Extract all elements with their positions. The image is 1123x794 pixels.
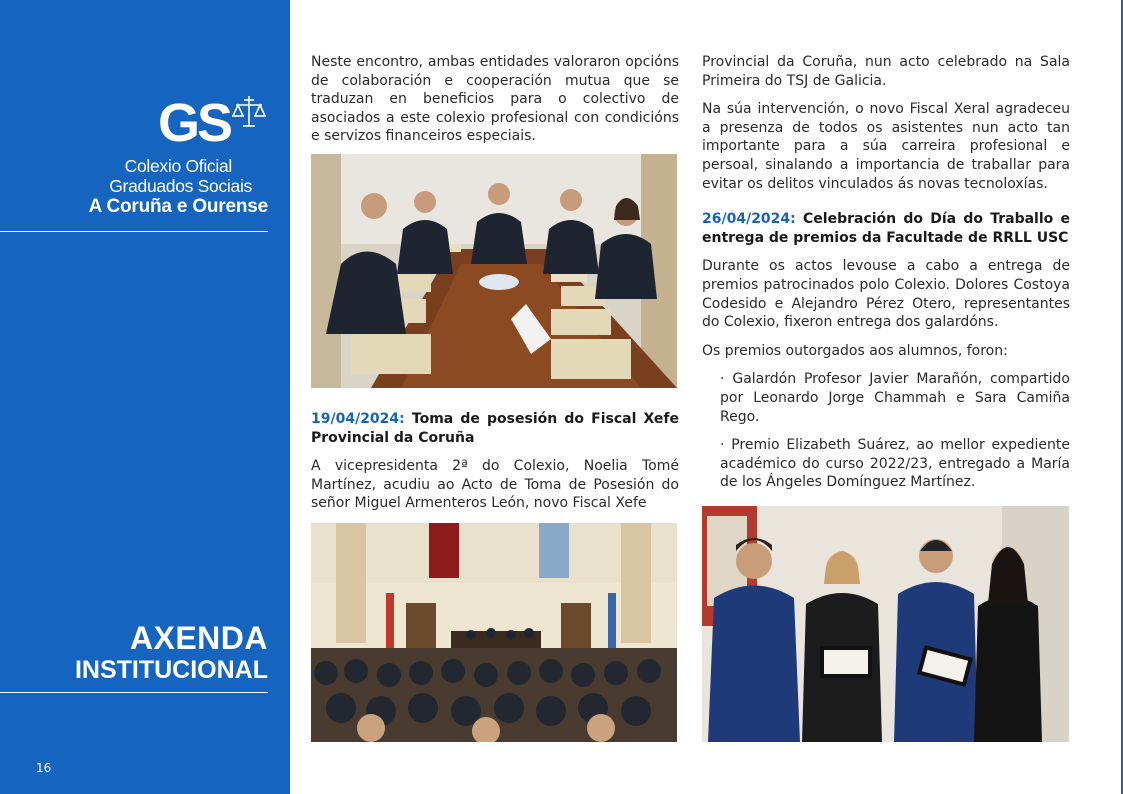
event-paragraph: A vicepresidenta 2ª do Colexio, Noelia Tomé Martínez, acudiu ao Acto de Toma de Posesión do señor Miguel Armenteros León, novo Fiscal Xefe [311, 458, 679, 512]
logo-line-1: Colexio Oficial [124, 156, 232, 176]
paragraph-premios: Durante os actos levouse a cabo a entrega de premios patrocinados polo Colexio. Dolores Costoya Codesido e Alejandro Pérez Otero, representantes do Colexio, fixeron entrega dos galardóns. [702, 258, 1070, 331]
event-date: 19/04/2024: [311, 411, 405, 427]
event-title: Toma de posesión do Fiscal Xefe Provincial da Coruña [311, 411, 680, 446]
award-bullet-2: · Premio Elizabeth Suárez, ao mellor expediente académico do curso 2022/23, entregado a María de los Ángeles Domínguez Martínez. [720, 437, 1070, 491]
awards-photo [702, 506, 1069, 742]
event-title: Celebración do Día do Traballo e entrega de premios da Facultade de RRLL USC [702, 211, 1071, 246]
meeting-photo [311, 154, 677, 388]
divider-bottom [0, 692, 268, 693]
continued-paragraph: Provincial da Coruña, nun acto celebrado na Sala Primeira do TSJ de Galicia. [702, 54, 1070, 89]
logo-line-2: Graduados Sociais [109, 176, 252, 196]
award-bullet-1: · Galardón Profesor Javier Marañón, compartido por Leonardo Jorge Chammah e Sara Camiña Rego. [720, 371, 1070, 425]
sidebar [0, 0, 290, 794]
event-date: 26/04/2024: [702, 211, 796, 228]
column-1-event [311, 410, 679, 513]
page-number: 16 [36, 761, 52, 775]
scales-of-justice-icon [230, 94, 268, 130]
section-subtitle: INSTITUCIONAL [74, 656, 268, 684]
event-heading-dia-traballo [702, 210, 1070, 247]
logo-mark: GS [157, 93, 230, 153]
ceremony-photo [311, 523, 677, 742]
column-1-intro [311, 53, 679, 146]
event-heading-toma-posesion [311, 410, 679, 447]
logo-line-3: A Coruña e Ourense [88, 196, 268, 217]
divider-top [0, 231, 268, 232]
paragraph-premios-lista: Os premios outorgados aos alumnos, foron: [702, 342, 1008, 359]
column-2-text [702, 53, 1070, 492]
section-title: AXENDA [129, 620, 268, 656]
intro-paragraph: Neste encontro, ambas entidades valoraron opcións de colaboración e cooperación mutua que se traduzan en beneficios para o colectivo de asociados a este colexio profesional con condicións e servizos financeiros especiais. [311, 54, 679, 145]
paragraph-intervencion: Na súa intervención, o novo Fiscal Xeral agradeceu a presenza de todos os asistentes nun acto tan importante para a súa carreira profesional e persoal, sinalando a importancia de traballar para evitar os delitos vinculados ás novas tecnoloxías. [702, 101, 1070, 192]
